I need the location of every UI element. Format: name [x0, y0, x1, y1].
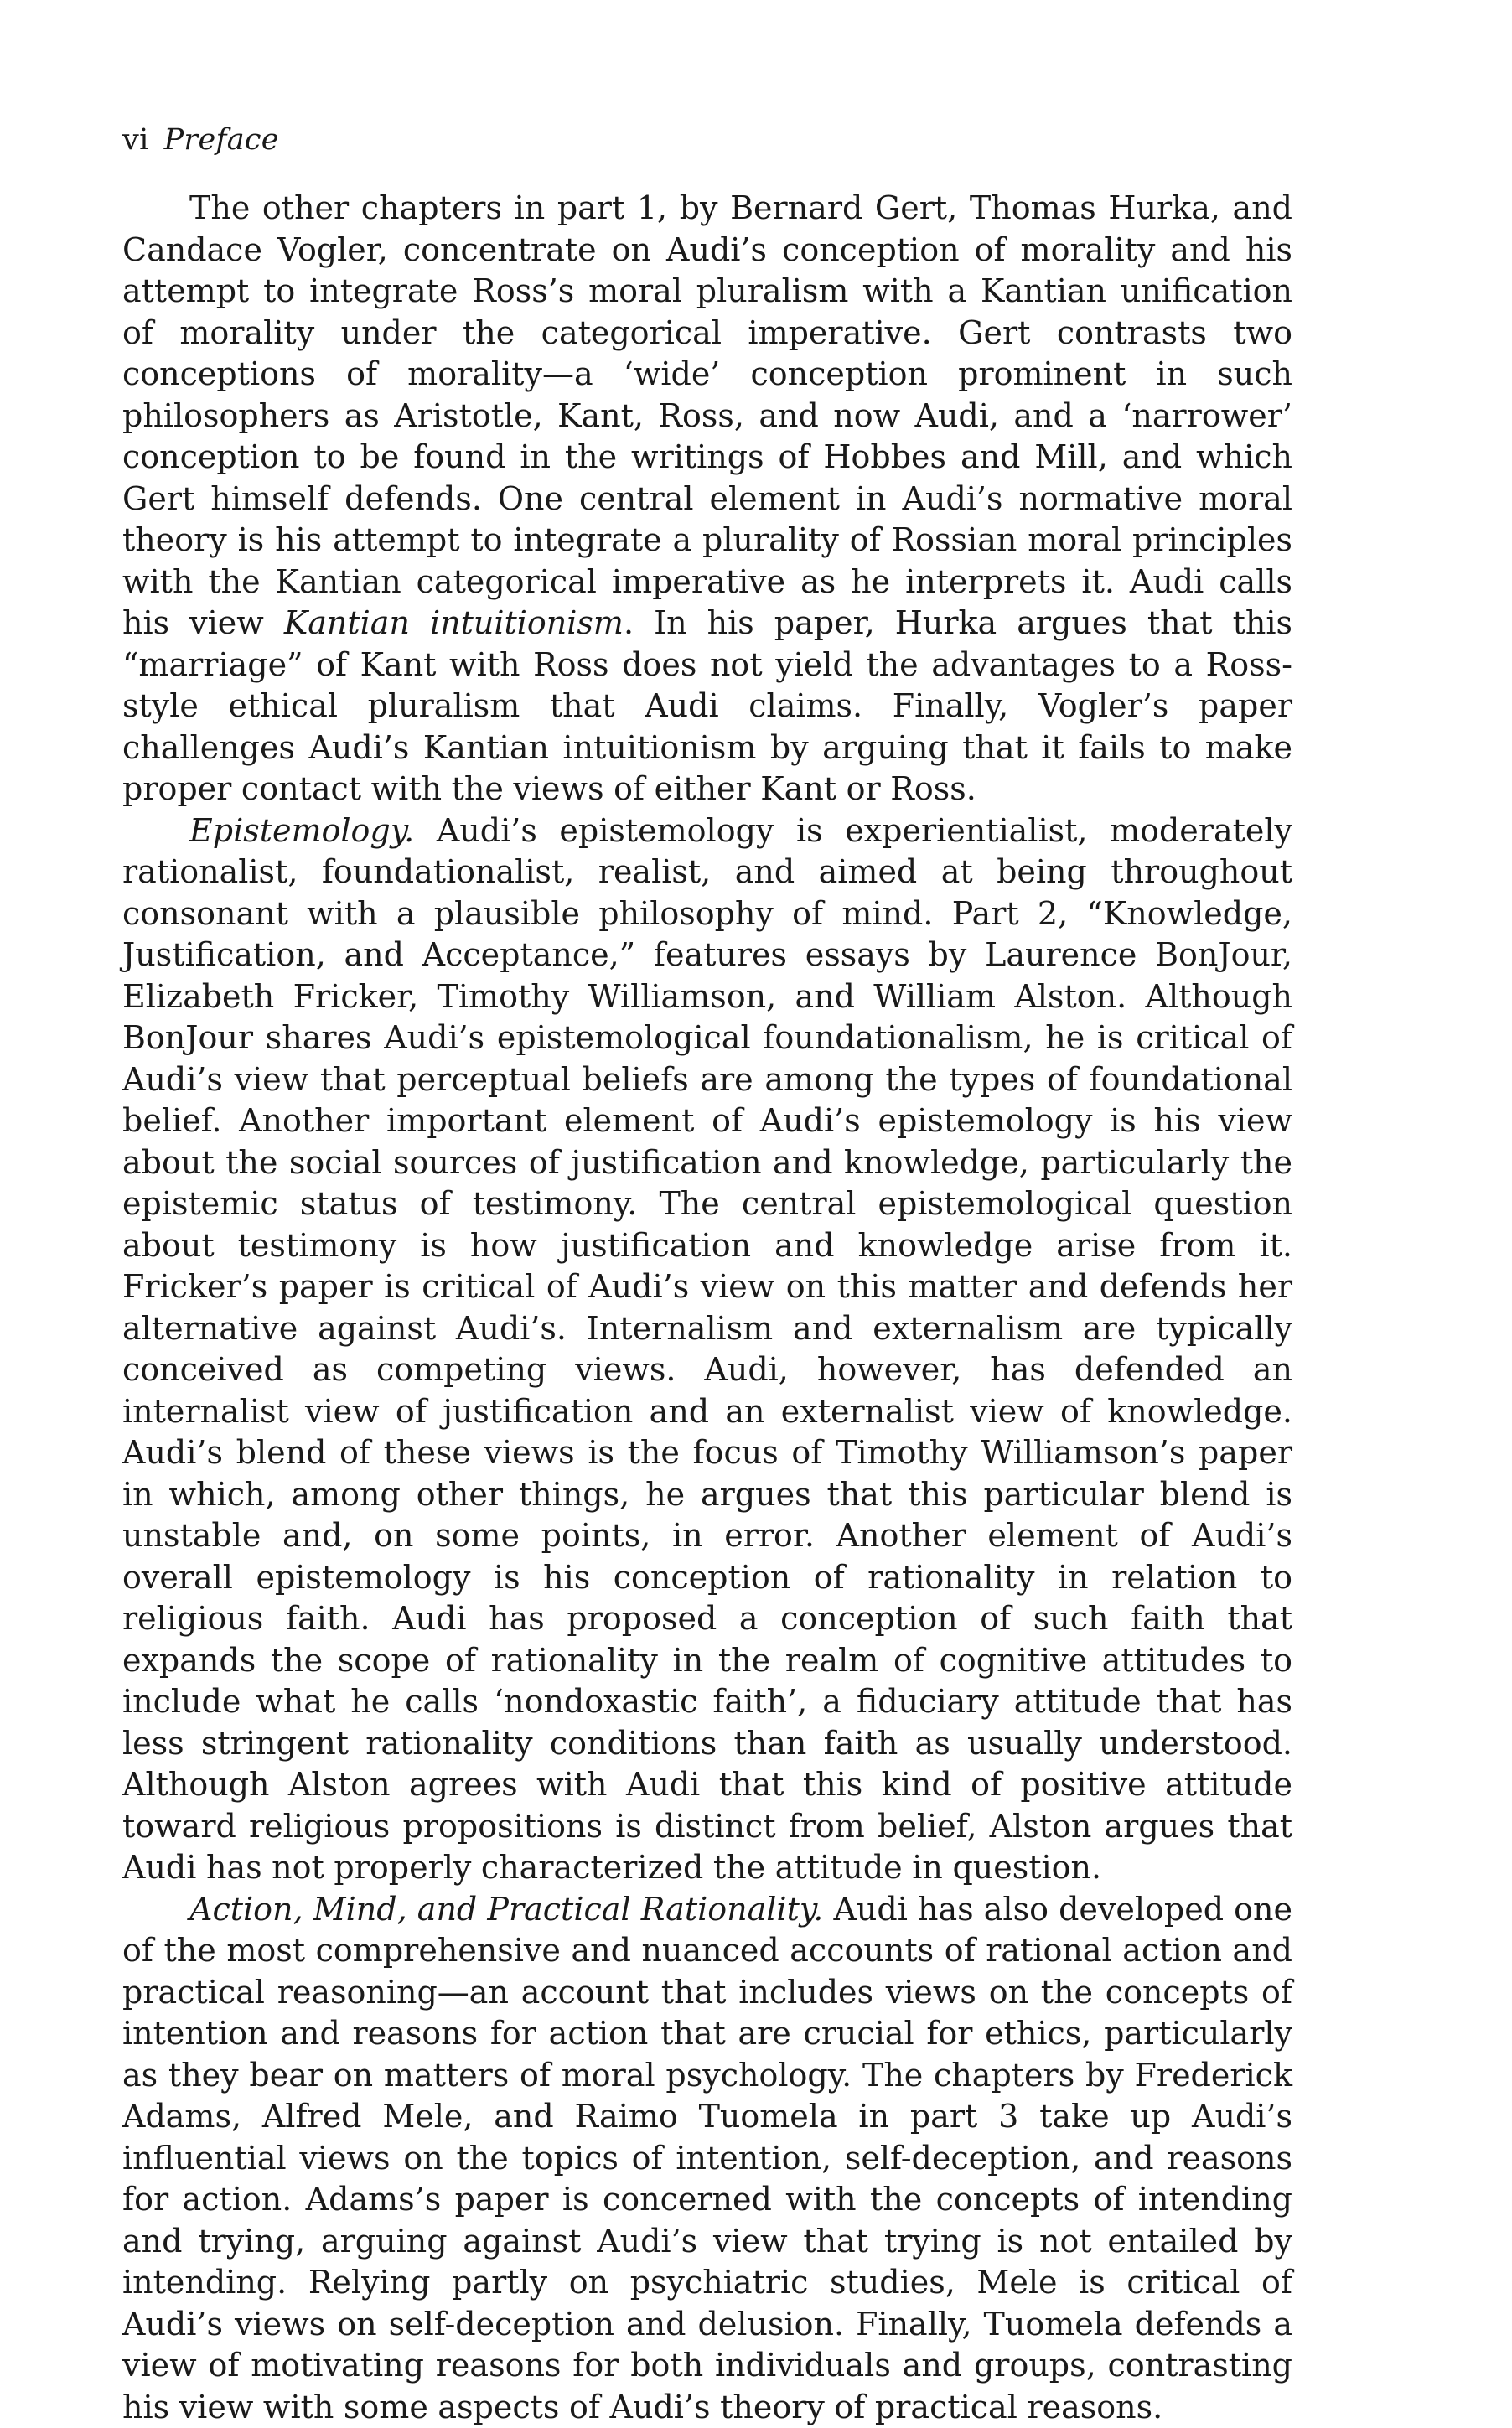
paragraph-part1-chapters — [122, 188, 1292, 810]
paragraph-text: . In his paper, Hurka argues that this “marriage” of Kant with Ross does not yield the advantages to a Ross-style ethical pluralism that Audi claims. Finally, Vogler’s paper challenges Audi’s Kantian intuitionism by arguing that it fails to make proper contact with the views of either Kant or Ross. — [122, 604, 1292, 807]
body-text — [122, 188, 1292, 2428]
paragraph-action-mind — [122, 1889, 1292, 2428]
paragraph-epistemology — [122, 810, 1292, 1889]
page-number: vi — [122, 123, 149, 157]
running-header — [122, 126, 279, 155]
section-run-in-heading: Action, Mind, and Practical Rationality. — [189, 1891, 823, 1928]
section-run-in-heading: Epistemology. — [189, 812, 414, 849]
emphasis-term: Kantian intuitionism — [284, 604, 624, 641]
paragraph-text: The other chapters in part 1, by Bernard Gert, Thomas Hurka, and Candace Vogler, concentrate on Audi’s conception of morality and his attempt to integrate Ross’s moral pluralism with a Kantian unification of morality under the categorical imperative. Gert contrasts two conceptions of morality—a ‘wide’ conception prominent in such philosophers as Aristotle, Kant, Ross, and now Audi, and a ‘narrower’ conception to be found in the writings of Hobbes and Mill, and which Gert himself defends. One central element in Audi’s normative moral theory is his attempt to integrate a plurality of Rossian moral principles with the Kantian categorical imperative as he interprets it. Audi calls his view — [122, 189, 1292, 641]
paragraph-text: Audi’s epistemology is experientialist, moderately rationalist, foundationalist, realist, and aimed at being throughout consonant with a plausible philosophy of mind. Part 2, “Knowledge, Justification, and Acceptance,” features essays by Laurence BonJour, Elizabeth Fricker, Timothy Williamson, and William Alston. Although BonJour shares Audi’s epistemological foundationalism, he is critical of Audi’s view that perceptual beliefs are among the types of foundational belief. Another important element of Audi’s epistemology is his view about the social sources of justification and knowledge, particularly the epistemic status of testimony. The central epistemological question about testimony is how justification and knowledge arise from it. Fricker’s paper is critical of Audi’s view on this matter and defends her alternative against Audi’s. Internalism and externalism are typically conceived as competing views. Audi, however, has defended an internalist view of justification and an externalist view of knowledge. Audi’s blend of these views is the focus of Timothy Williamson’s paper in which, among other things, he argues that this particular blend is unstable and, on some points, in error. Another element of Audi’s overall epistemology is his conception of rationality in relation to religious faith. Audi has proposed a conception of such faith that expands the scope of rationality in the realm of cognitive attitudes to include what he calls ‘nondoxastic faith’, a fiduciary attitude that has less stringent rationality conditions than faith as usually understood. Although Alston agrees with Audi that this kind of positive attitude toward religious propositions is distinct from belief, Alston argues that Audi has not properly characterized the attitude in question. — [122, 812, 1292, 1887]
running-title: Preface — [164, 123, 279, 157]
paragraph-text: Audi has also developed one of the most comprehensive and nuanced accounts of rational action and practical reasoning—an account that includes views on the concepts of intention and reasons for action that are crucial for ethics, particularly as they bear on matters of moral psychology. The chapters by Frederick Adams, Alfred Mele, and Raimo Tuomela in part 3 take up Audi’s influential views on the topics of intention, self-deception, and reasons for action. Adams’s paper is concerned with the concepts of intending and trying, arguing against Audi’s view that trying is not entailed by intending. Relying partly on psychiatric studies, Mele is critical of Audi’s views on self-deception and delusion. Finally, Tuomela defends a view of motivating reasons for both individuals and groups, contrasting his view with some aspects of Audi’s theory of practical reasons. — [122, 1891, 1292, 2425]
